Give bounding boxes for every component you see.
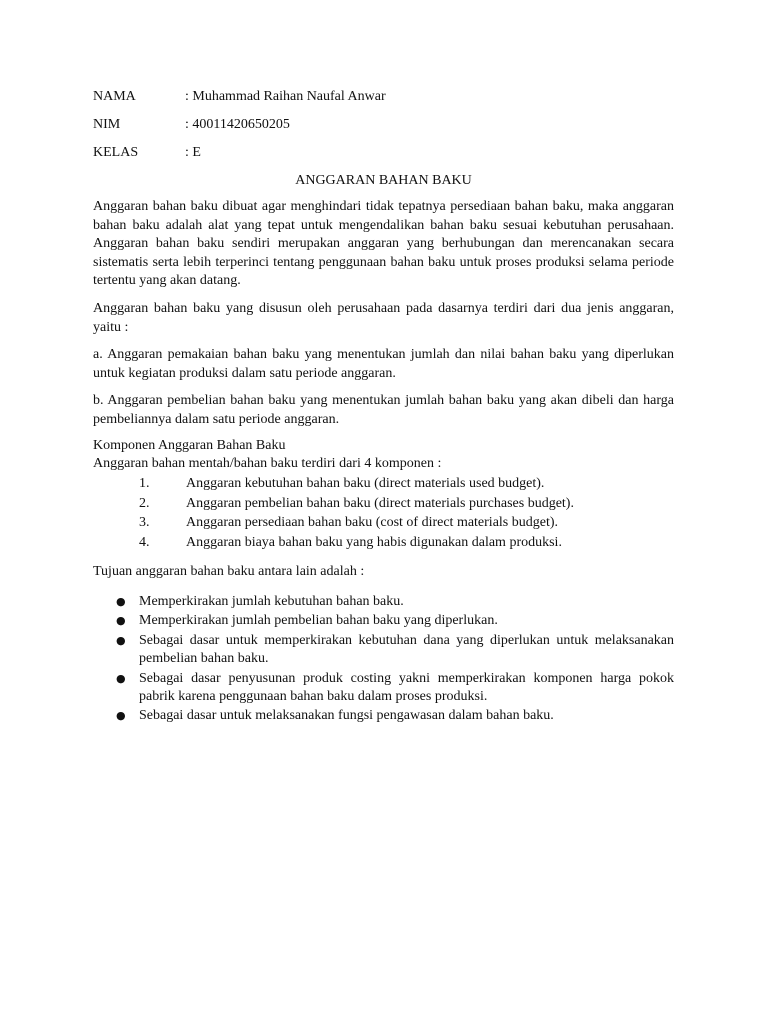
bullet-icon: ● <box>116 595 126 608</box>
list-item-text: Anggaran kebutuhan bahan baku (direct materials used budget). <box>186 476 545 491</box>
nim-label: NIM <box>93 117 121 132</box>
paragraph-type-b: b. Anggaran pembelian bahan baku yang menentukan jumlah bahan baku yang akan dibeli dan harga pembeliannya dalam satu periode anggaran. <box>93 393 674 427</box>
components-intro: Anggaran bahan mentah/bahan baku terdiri dari 4 komponen : <box>93 456 442 471</box>
list-item-number: 4. <box>139 534 150 550</box>
goals-list <box>93 593 674 727</box>
paragraph-intro: Anggaran bahan baku dibuat agar menghindari tidak tepatnya persediaan bahan baku, maka anggaran bahan baku adalah alat yang tepat untuk mengendalikan bahan baku sesuai kebutuhan perusahaan. Anggaran bahan baku sendiri merupakan anggaran yang berhubungan dan merencanakan secara sistematis serta lebih terperinci tentang penggunaan bahan baku untuk proses produksi selama periode tertentu yang akan datang. <box>93 199 674 289</box>
bullet-icon: ● <box>116 614 126 628</box>
nim-value: : 40011420650205 <box>185 117 290 132</box>
name-label: NAMA <box>93 89 136 104</box>
components-heading: Komponen Anggaran Bahan Baku <box>93 438 286 453</box>
list-item-text: Sebagai dasar penyusunan produk costing yakni memperkirakan komponen harga pokok pabrik karena penggunaan bahan baku dalam proses produksi. <box>139 670 674 705</box>
goals-intro: Tujuan anggaran bahan baku antara lain adalah : <box>93 564 365 579</box>
list-item-number: 3. <box>139 515 150 530</box>
list-item-text: Anggaran biaya bahan baku yang habis digunakan dalam produksi. <box>186 534 562 550</box>
document-title: ANGGARAN BAHAN BAKU <box>295 173 472 188</box>
list-item-number: 2. <box>139 495 150 511</box>
list-item-text: Sebagai dasar untuk melaksanakan fungsi pengawasan dalam bahan baku. <box>139 708 554 724</box>
bullet-icon: ● <box>116 671 126 685</box>
paragraph-types: Anggaran bahan baku yang disusun oleh perusahaan pada dasarnya terdiri dari dua jenis anggaran, yaitu : <box>93 301 674 335</box>
list-item-text: Memperkirakan jumlah kebutuhan bahan baku. <box>139 594 404 609</box>
bullet-icon: ● <box>116 709 126 723</box>
list-item-number: 1. <box>139 476 150 491</box>
bullet-icon: ● <box>116 633 126 647</box>
list-item <box>93 670 674 707</box>
paragraph-type-a: a. Anggaran pemakaian bahan baku yang menentukan jumlah dan nilai bahan baku yang diperlukan untuk kegiatan produksi dalam satu periode anggaran. <box>93 347 674 381</box>
list-item <box>93 707 674 725</box>
list-item <box>93 612 674 630</box>
list-item-text: Sebagai dasar untuk memperkirakan kebutuhan dana yang diperlukan untuk melaksanakan pembelian bahan baku. <box>139 632 674 667</box>
list-item <box>93 593 674 611</box>
name-value: : Muhammad Raihan Naufal Anwar <box>185 89 386 104</box>
list-item-text: Memperkirakan jumlah pembelian bahan baku yang diperlukan. <box>139 613 498 629</box>
list-item <box>93 632 674 669</box>
class-value: : E <box>185 145 201 160</box>
list-item-text: Anggaran persediaan bahan baku (cost of direct materials budget). <box>186 515 559 530</box>
class-label: KELAS <box>93 145 139 160</box>
list-item-text: Anggaran pembelian bahan baku (direct materials purchases budget). <box>186 495 574 511</box>
